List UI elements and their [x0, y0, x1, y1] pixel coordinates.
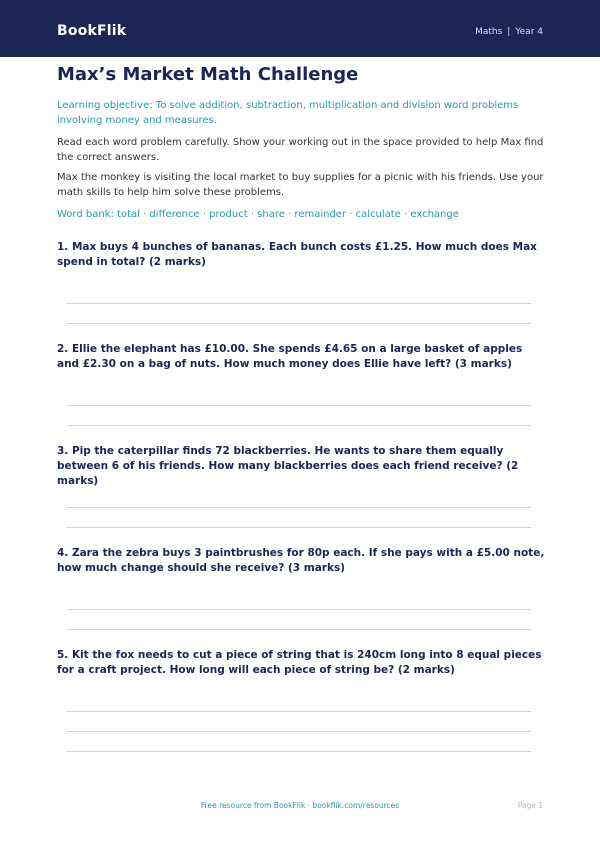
question-3: 3. Pip the caterpillar finds 72 blackberries. He wants to share them equally between 6 of his friends. How many blackberries does each friend receive? (2 marks) — [57, 445, 519, 487]
answer-line[interactable] — [67, 425, 531, 426]
story-intro: Max the monkey is visiting the local market to buy supplies for a picnic with his friends. Use your math skills to help him solve these problems. — [57, 172, 544, 198]
year-label: Year 4 — [515, 27, 543, 37]
answer-line[interactable] — [67, 711, 531, 712]
instructions: Read each word problem carefully. Show your working out in the space provided to help Max find the correct answers. — [57, 137, 544, 163]
header-meta — [475, 27, 543, 37]
answer-line[interactable] — [67, 507, 531, 508]
answer-line[interactable] — [67, 527, 531, 528]
question-5: 5. Kit the fox needs to cut a piece of string that is 240cm long into 8 equal pieces for a craft project. How long will each piece of string be? (2 marks) — [57, 649, 542, 676]
page-title: Max’s Market Math Challenge — [57, 64, 359, 85]
learning-objective: Learning objective: To solve addition, subtraction, multiplication and division word problems involving money and measures. — [57, 100, 519, 126]
page-number: Page 1 — [517, 801, 543, 810]
question-1: 1. Max buys 4 bunches of bananas. Each bunch costs £1.25. How much does Max spend in total? (2 marks) — [57, 241, 537, 268]
answer-line[interactable] — [67, 323, 531, 324]
word-bank: Word bank: total · difference · product · share · remainder · calculate · exchange — [57, 209, 459, 220]
answer-line[interactable] — [67, 629, 531, 630]
question-2: 2. Ellie the elephant has £10.00. She spends £4.65 on a large basket of apples and £2.30 on a bag of nuts. How much money does Ellie have left? (3 marks) — [57, 343, 523, 370]
header-bar — [0, 0, 600, 57]
answer-line[interactable] — [67, 405, 531, 406]
subject-label: Maths — [475, 27, 503, 37]
answer-line[interactable] — [67, 609, 531, 610]
answer-line[interactable] — [67, 731, 531, 732]
question-4: 4. Zara the zebra buys 3 paintbrushes for 80p each. If she pays with a £5.00 note, how much change should she receive? (3 marks) — [57, 547, 545, 574]
answer-line[interactable] — [67, 751, 531, 752]
meta-separator: | — [507, 27, 511, 37]
brand-logo[interactable]: BookFlik — [57, 23, 127, 39]
answer-line[interactable] — [67, 303, 531, 304]
footer-link[interactable]: Free resource from BookFlik · bookflik.com/resources — [200, 801, 400, 810]
page-footer — [0, 801, 600, 815]
